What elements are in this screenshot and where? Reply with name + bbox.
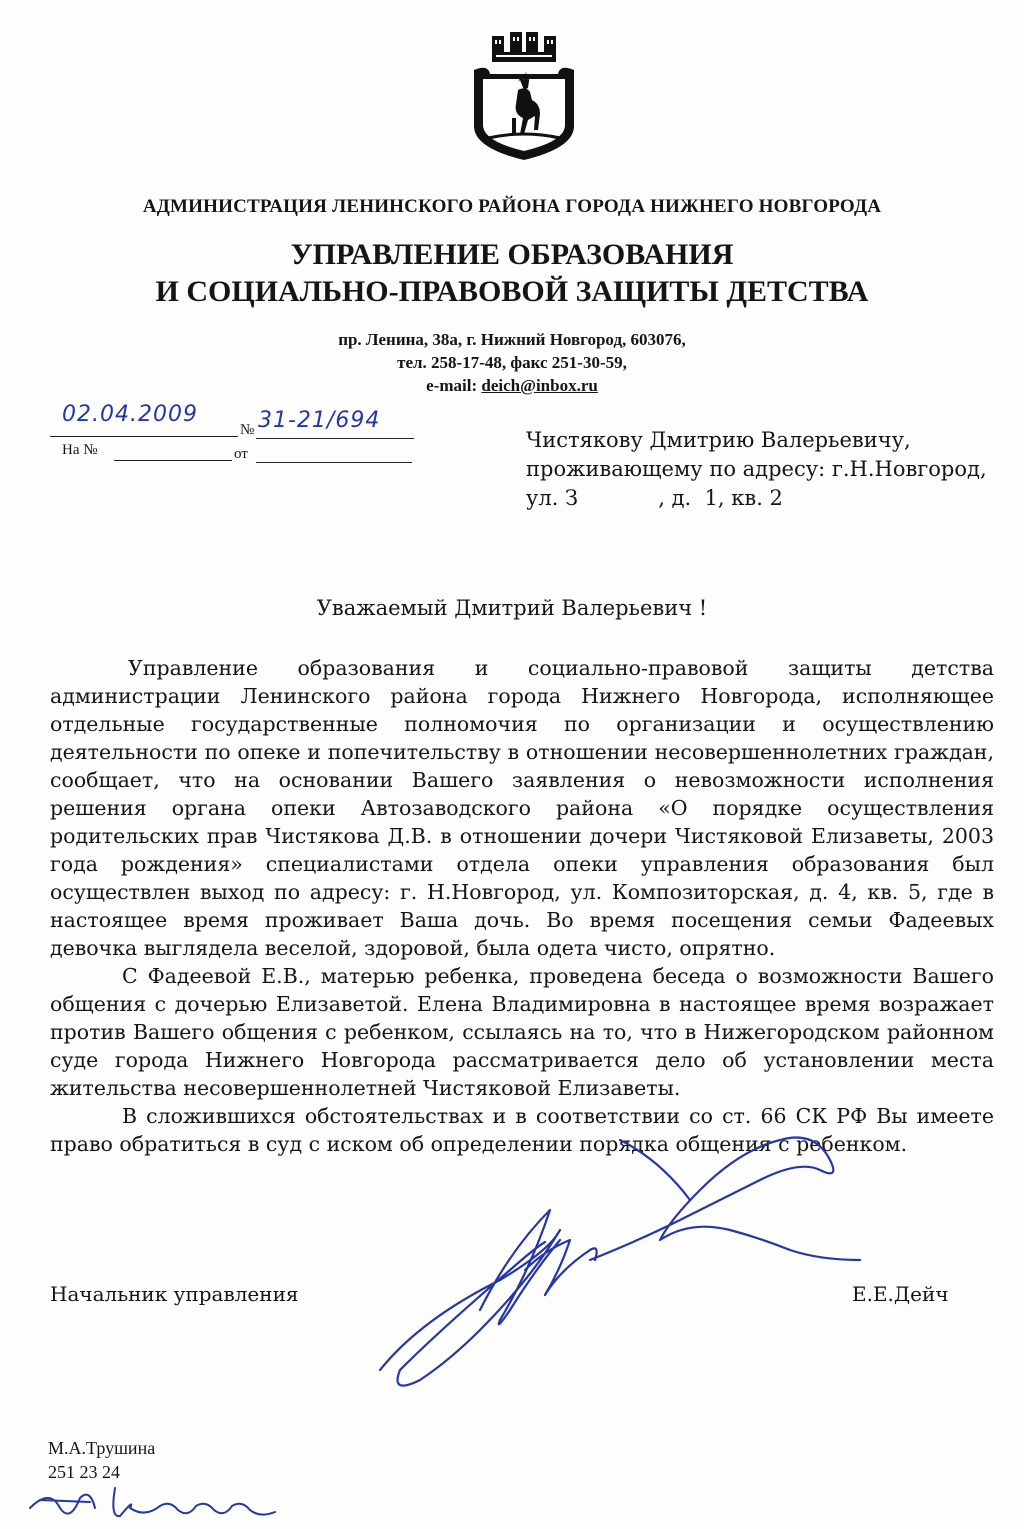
from-label: от	[234, 446, 248, 462]
body-paragraph-3: В сложившихся обстоятельствах и в соответствии со ст. 66 СК РФ Вы имеете право обратиться в суд с иском об определении порядка общения с ребенком.	[50, 1104, 994, 1156]
number-underline	[256, 438, 414, 439]
address-line1: пр. Ленина, 38а, г. Нижний Новгород, 603076,	[338, 330, 686, 349]
email-link[interactable]: deich@inbox.ru	[481, 376, 598, 395]
executor-name: М.А.Трушина	[48, 1438, 156, 1458]
greeting: Уважаемый Дмитрий Валерьевич !	[316, 596, 708, 620]
outgoing-number: 31-21/694	[258, 408, 381, 433]
handwritten-signature	[360, 1120, 920, 1420]
number-label: №	[240, 422, 255, 438]
recipient-address-line1: проживающему по адресу: г.Н.Новгород,	[526, 457, 987, 481]
handwritten-note	[20, 1478, 290, 1528]
recipient-name: Чистякову Дмитрию Валерьевичу,	[526, 428, 911, 452]
email-line	[0, 374, 1024, 397]
administration-header: АДМИНИСТРАЦИЯ ЛЕНИНСКОГО РАЙОНА ГОРОДА НИЖНЕГО НОВГОРОДА	[142, 196, 882, 217]
from-underline	[256, 462, 412, 463]
recipient-address-line2: ул. З , д. 1, кв. 2	[526, 486, 783, 510]
department-title-line2: И СОЦИАЛЬНО-ПРАВОВОЙ ЗАЩИТЫ ДЕТСТВА	[155, 275, 869, 308]
signatory-title: Начальник управления	[50, 1282, 299, 1306]
coat-of-arms-emblem	[468, 30, 580, 164]
signatory-name: Е.Е.Дейч	[852, 1282, 949, 1306]
body-paragraph-1: Управление образования и социально-правовой защиты детства администрации Ленинского района города Нижнего Новгорода, исполняющее отдельные государственные полномочия по организации и осуществлению деятельности по опеке и попечительству в отношении несовершеннолетних граждан, сообщает, что на основании Вашего заявления о невозможности исполнения решения органа опеки Автозаводского района «О порядке осуществления родительских прав Чистякова Д.В. в отношении дочери Чистяковой Елизаветы, 2003 года рождения» специалистами отдела опеки управления образования был осуществлен выход по адресу: г. Н.Новгород, ул. Композиторская, д. 4, кв. 5, где в настоящее время проживает Ваша дочь. Во время посещения семьи Фадеевых девочка выглядела веселой, здоровой, была одета чисто, опрятно.	[50, 656, 994, 960]
executor-phone: 251 23 24	[48, 1462, 120, 1482]
executor-block	[48, 1436, 155, 1484]
date-underline	[50, 436, 238, 437]
body-paragraph-2: С Фадеевой Е.В., матерью ребенка, проведена беседа о возможности Вашего общения с дочерью Елизаветой. Елена Владимировна в настоящее время возражает против Вашего общения с ребенком, ссылаясь на то, что в Нижегородском районном суде города Нижнего Новгорода рассматривается дело об установлении места жительства несовершеннолетней Чистяковой Елизаветы.	[50, 964, 994, 1100]
department-title-line1: УПРАВЛЕНИЕ ОБРАЗОВАНИЯ	[290, 238, 734, 271]
outgoing-date: 02.04.2009	[62, 402, 198, 427]
address-line2: тел. 258-17-48, факс 251-30-59,	[397, 353, 627, 372]
department-address	[0, 328, 1024, 397]
on-number-label: На №	[62, 442, 98, 458]
email-label: e-mail:	[426, 376, 482, 395]
department-title	[0, 236, 1024, 310]
recipient-block	[526, 426, 987, 513]
letter-body	[50, 654, 994, 1158]
on-number-underline	[114, 460, 232, 461]
